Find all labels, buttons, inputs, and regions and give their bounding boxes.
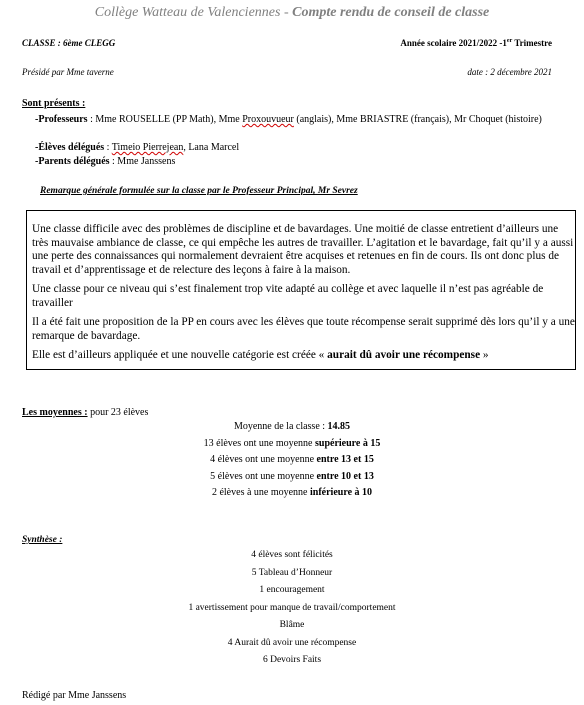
average-line: 2 élèves à une moyenne inférieure à 10 — [211, 487, 373, 498]
remark-paragraph: Il a été fait une proposition de la PP en cours avec les élèves que toute récompense serait supprimé dès lors qu’il y a une remarque de bavardage. — [32, 316, 575, 342]
average-line: 4 élèves ont une moyenne entre 13 et 15 — [210, 454, 374, 465]
remark-paragraph: Une classe difficile avec des problèmes de discipline et de bavardages. Une moitié de classe entretient d’ailleurs une très mauvaise ambiance de classe, ce qui empêche les autres de travailler. L’agitation et le bavardage, fait qu’il y a aussi une perte des connaissances qui normalement devraient être acquises et retenues en fin de cours. Ils ont donc plus de travail et d’apprentissage et de relecture des leçons à faire à la maison. — [32, 223, 574, 276]
remark-paragraph: Une classe pour ce niveau qui s’est finalement trop vite adapté au collège et avec laquelle il n’est pas agréable de travailler — [32, 283, 544, 309]
presided-by: Présidé par Mme taverne — [22, 67, 114, 77]
averages-block — [0, 419, 584, 502]
remark-box — [26, 210, 576, 370]
class-row — [22, 38, 552, 48]
students-line: -Élèves délégués : Timeio Pierrejean, Lana Marcel — [35, 142, 240, 153]
synthesis-item: 4 élèves sont félicités — [251, 550, 333, 560]
synthesis-item: 1 avertissement pour manque de travail/comportement — [188, 602, 396, 613]
synthesis-item: 5 Tableau d’Honneur — [251, 567, 333, 578]
class-average: Moyenne de la classe : 14.85 — [233, 421, 351, 432]
averages-heading-row — [22, 407, 148, 418]
remark-paragraph: Elle est d’ailleurs appliquée et une nouvelle catégorie est créée « aurait dû avoir une récompense » — [32, 349, 489, 361]
meeting-date: date : 2 décembre 2021 — [467, 67, 552, 77]
document-header — [0, 5, 584, 21]
present-heading: Sont présents : — [22, 98, 86, 109]
average-line: 13 élèves ont une moyenne supérieure à 15 — [203, 437, 381, 449]
synthesis-list — [0, 547, 584, 670]
parents-line: -Parents délégués : Mme Janssens — [35, 156, 176, 167]
average-line: 5 élèves ont une moyenne entre 10 et 13 — [210, 470, 374, 482]
teachers-line: -Professeurs : Mme ROUSELLE (PP Math), Mme Proxouvueur (anglais), Mme BRIASTRE (français), Mr Choquet (histoire) — [35, 114, 542, 125]
averages-heading: Les moyennes : — [22, 407, 88, 418]
school-year: Année scolaire 2021/2022 -1er Trimestre — [400, 38, 552, 48]
synthesis-item: 6 Devoirs Faits — [262, 655, 322, 665]
synthesis-heading: Synthèse : — [22, 535, 63, 545]
presided-row — [22, 67, 552, 77]
synthesis-item: Blâme — [279, 620, 305, 630]
written-by: Rédigé par Mme Janssens — [22, 690, 127, 701]
document-title: Compte rendu de conseil de classe — [292, 5, 490, 20]
class-label: CLASSE : 6ème CLEGG — [22, 38, 116, 48]
synthesis-item: 1 encouragement — [259, 585, 325, 595]
college-name: Collège Watteau de Valenciennes - — [94, 5, 293, 20]
synthesis-item: 4 Aurait dû avoir une récompense — [227, 637, 357, 648]
remark-heading: Remarque générale formulée sur la classe par le Professeur Principal, Mr Sevrez — [40, 186, 358, 196]
student-count: pour 23 élèves — [87, 407, 149, 418]
